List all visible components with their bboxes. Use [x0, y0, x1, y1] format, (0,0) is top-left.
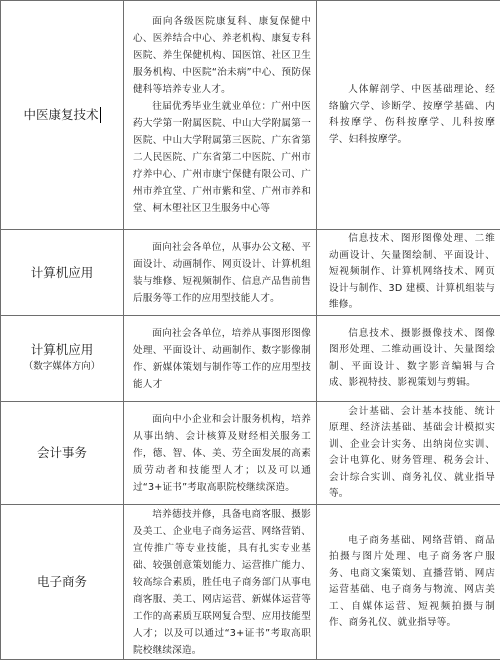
table-row — [1, 230, 500, 316]
training-goal-text: 面向社会各单位，培养从事图形图像处理、平面设计、动画制作、数字影像制作、新媒体策划与制作等工作的应用型技能人才 — [133, 327, 311, 390]
major-name-cell — [1, 316, 124, 402]
course-cell — [317, 402, 500, 505]
training-goal-cell — [124, 505, 317, 660]
major-name-cell — [1, 230, 124, 316]
training-goal-cell — [124, 402, 317, 505]
course-cell — [317, 230, 500, 316]
table-row — [1, 402, 500, 505]
major-name: 计算机应用 — [30, 342, 94, 357]
employer-text: 往届优秀毕业生就业单位：广州中医药大学第一附属医院、中山大学附属第一医院、中山大学附属第三医院、广东省第二人民医院、广东省第二中医院、广州市疗养中心、广州市康宁保健有限公司、广州市养宜堂、广州市紫和堂、广州市养和堂、柯木塱社区卫生服务中心等 — [133, 101, 311, 214]
major-name-cell — [1, 505, 124, 660]
course-text: 信息技术、图形图像处理、二维动画设计、矢量图绘制、平面设计、短视频制作、计算机网络技术、网页设计与制作、3D 建模、计算机组装与维修。 — [329, 233, 495, 311]
course-cell — [317, 1, 500, 230]
course-text: 会计基础、会计基本技能、统计原理、经济法基础、基础会计模拟实训、企业会计实务、出纳岗位实训、会计电算化、财务管理、税务会计、会计综合实训、商务礼仪、就业指导等。 — [329, 405, 495, 499]
course-text: 信息技术、摄影摄像技术、图像图形处理、二维动画设计、矢量图绘制、平面设计、数字影音编辑与合成、影视特技、影视策划与剪辑。 — [329, 327, 495, 388]
major-name: 计算机应用 — [30, 264, 94, 280]
table-row — [1, 1, 500, 230]
major-name: 电子商务 — [36, 574, 87, 589]
text-cursor — [100, 107, 101, 123]
course-text: 电子商务基础、网络营销、商品拍摄与图片处理、电子商务客户服务、电商文案策划、直播营销、网店运营基础、电子商务与物流、网店美工、自媒体运营、短视频拍摄与制作、商务礼仪、就业指导等。 — [329, 534, 495, 628]
training-goal-text: 面向社会各单位，从事办公文秘、平面设计、动画制作、网页设计、计算机组装与维修、短视频制作、信息产品售前售后服务等工作的应用型技能人才。 — [133, 241, 311, 304]
table-row — [1, 316, 500, 402]
training-goal-text: 培养德技并修，具备电商客服、摄影及美工、企业电子商务运营、网络营销、宣传推广等专业技能，具有扎实专业基础、较强创意策划能力、运营推广能力、较高综合素质，胜任电子商务部门从事电商客服、美工、网店运营、新媒体运营等工作的高素质互联网复合型、应用技能型人才；以及可以通过“3+证书”考取高职院校继续深造。 — [133, 508, 311, 656]
training-goal-text: 面向各级医院康复科、康复保健中心、医养结合中心、养老机构、康复专科医院、养生保健机构、国医馆、社区卫生服务机构、中医院“治未病”中心、预防保健科等培养专业人才。 — [133, 16, 311, 95]
major-name: 中医康复技术 — [23, 106, 99, 122]
training-goal-cell — [124, 230, 317, 316]
major-name: 会计事务 — [36, 445, 87, 460]
training-goal-text: 面向中小企业和会计服务机构，培养从事出纳、会计核算及财经相关服务工作，德、智、体、美、劳全面发展的高素质劳动者和技能型人才；以及可以通过“3+证书”考取高职院校继续深造。 — [133, 413, 311, 493]
major-direction: （数字媒体方向） — [23, 361, 101, 372]
major-name-cell[interactable] — [1, 1, 124, 230]
training-goal-cell — [124, 316, 317, 402]
course-cell — [317, 316, 500, 402]
course-cell — [317, 505, 500, 660]
training-goal-cell — [124, 1, 317, 230]
course-text: 人体解剖学、中医基础理论、经络腧穴学、诊断学、按摩学基础、内科按摩学、伤科按摩学、儿科按摩学、妇科按摩学。 — [329, 84, 495, 145]
major-name-cell — [1, 402, 124, 505]
table-row — [1, 505, 500, 660]
